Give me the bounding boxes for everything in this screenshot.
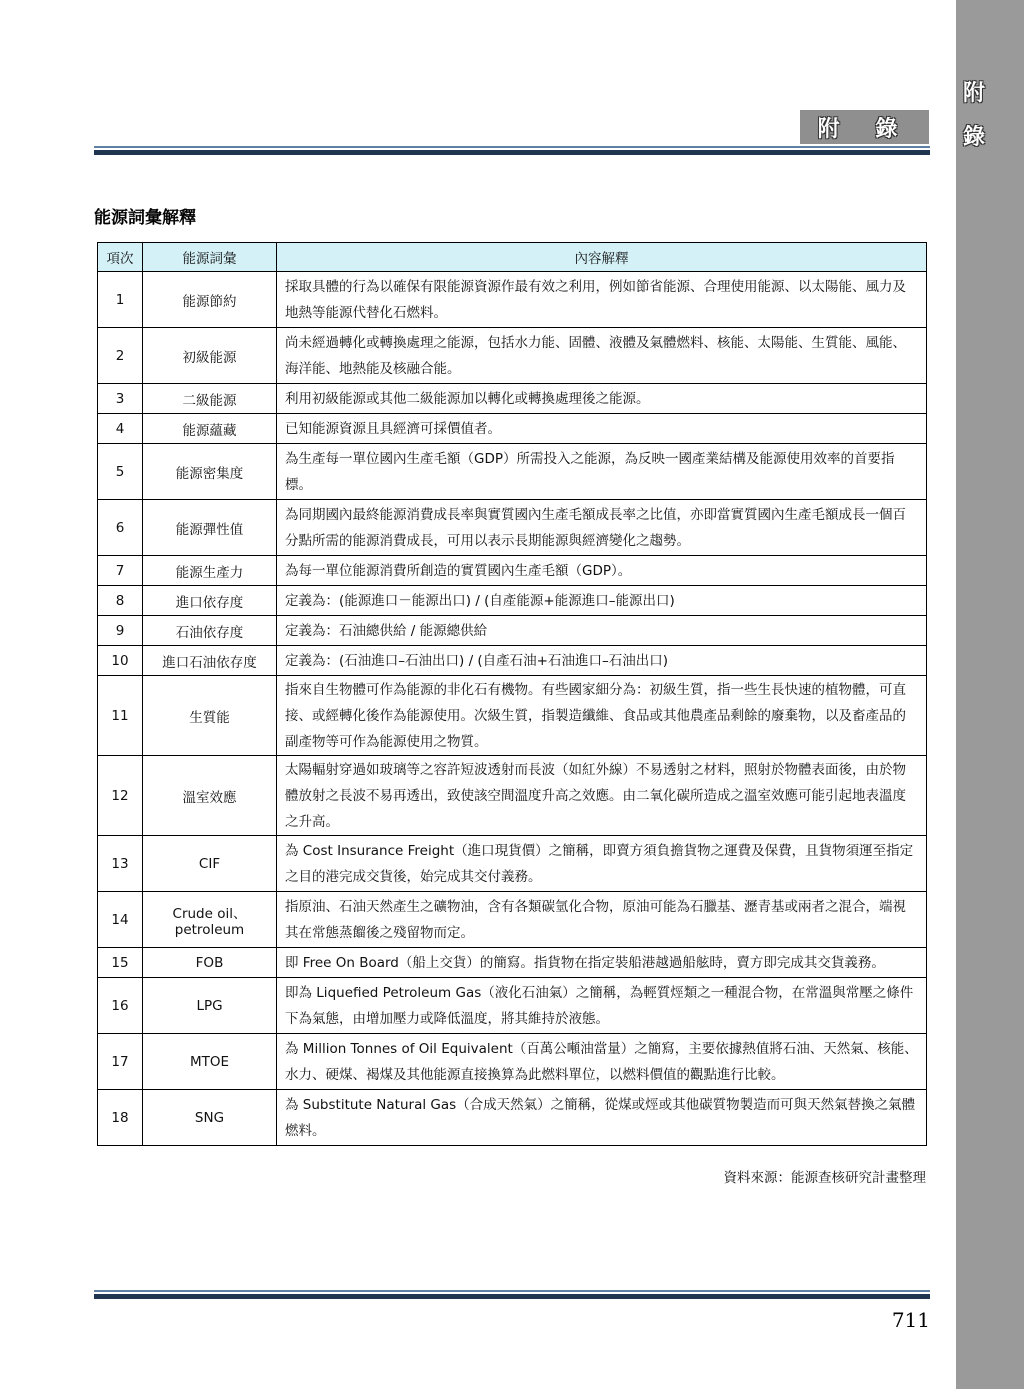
- vocabulary-table: [97, 242, 927, 1146]
- row-number: 11: [98, 676, 143, 756]
- footer-rule: [94, 1290, 930, 1299]
- table-row: [98, 948, 927, 978]
- header-rule: [94, 146, 930, 155]
- definition-cell: 為每一單位能源消費所創造的實質國內生產毛額（GDP）。: [277, 556, 927, 586]
- column-header-no: 項次: [98, 243, 143, 272]
- row-number: 2: [98, 328, 143, 384]
- definition-cell: 尚未經過轉化或轉換處理之能源，包括水力能、固體、液體及氣體燃料、核能、太陽能、生質能、風能、海洋能、地熱能及核融合能。: [277, 328, 927, 384]
- side-tab-char: 附: [962, 81, 985, 106]
- section-header-label: 附 錄: [800, 110, 929, 144]
- table-row: [98, 384, 927, 414]
- row-number: 17: [98, 1034, 143, 1090]
- definition-cell: 太陽輻射穿過如玻璃等之容許短波透射而長波（如紅外線）不易透射之材料，照射於物體表面後，由於物體放射之長波不易再透出，致使該空間溫度升高之效應。由二氧化碳所造成之溫室效應可能引起地表溫度之升高。: [277, 756, 927, 836]
- table-row: [98, 978, 927, 1034]
- definition-cell: 即為 Liquefied Petroleum Gas（液化石油氣）之簡稱，為輕質烴類之一種混合物，在常溫與常壓之條件下為氣態，由增加壓力或降低溫度，將其維持於液態。: [277, 978, 927, 1034]
- definition-cell: 為 Cost Insurance Freight（進口現貨價）之簡稱，即賣方須負擔貨物之運費及保費，且貨物須運至指定之目的港完成交貨後，始完成其交付義務。: [277, 836, 927, 892]
- source-note: 資料來源：能源查核研究計畫整理: [723, 1170, 926, 1186]
- term-cell: CIF: [143, 836, 277, 892]
- term-cell: Crude oil、petroleum: [143, 892, 277, 948]
- definition-cell: 為同期國內最終能源消費成長率與實質國內生產毛額成長率之比值，亦即當實質國內生產毛額成長一個百分點所需的能源消費成長，可用以表示長期能源與經濟變化之趨勢。: [277, 500, 927, 556]
- term-cell: MTOE: [143, 1034, 277, 1090]
- definition-cell: 為 Substitute Natural Gas（合成天然氣）之簡稱，從煤或烴或其他碳質物製造而可與天然氣替換之氣體燃料。: [277, 1090, 927, 1146]
- term-cell: 初級能源: [143, 328, 277, 384]
- definition-cell: 利用初級能源或其他二級能源加以轉化或轉換處理後之能源。: [277, 384, 927, 414]
- table-row: [98, 892, 927, 948]
- term-cell: 能源生產力: [143, 556, 277, 586]
- side-section-tab: [956, 0, 1024, 1389]
- table-row: [98, 1034, 927, 1090]
- definition-cell: 已知能源資源且具經濟可採價值者。: [277, 414, 927, 444]
- side-tab-char: 錄: [962, 125, 985, 150]
- row-number: 18: [98, 1090, 143, 1146]
- term-cell: 能源蘊藏: [143, 414, 277, 444]
- term-cell: 進口石油依存度: [143, 646, 277, 676]
- row-number: 10: [98, 646, 143, 676]
- definition-cell: 為生產每一單位國內生產毛額（GDP）所需投入之能源，為反映一國產業結構及能源使用效率的首要指標。: [277, 444, 927, 500]
- table-row: [98, 676, 927, 756]
- term-cell: 能源密集度: [143, 444, 277, 500]
- table-row: [98, 272, 927, 328]
- definition-cell: 定義為：(石油進口–石油出口) / (自產石油+石油進口–石油出口): [277, 646, 927, 676]
- definition-cell: 採取具體的行為以確保有限能源資源作最有效之利用，例如節省能源、合理使用能源、以太陽能、風力及地熱等能源代替化石燃料。: [277, 272, 927, 328]
- row-number: 15: [98, 948, 143, 978]
- row-number: 6: [98, 500, 143, 556]
- term-cell: 溫室效應: [143, 756, 277, 836]
- table-row: [98, 1090, 927, 1146]
- term-cell: 進口依存度: [143, 586, 277, 616]
- table-row: [98, 616, 927, 646]
- side-tab-label: [960, 72, 988, 160]
- row-number: 1: [98, 272, 143, 328]
- table-row: [98, 756, 927, 836]
- table-row: [98, 836, 927, 892]
- table-row: [98, 586, 927, 616]
- term-cell: 生質能: [143, 676, 277, 756]
- row-number: 3: [98, 384, 143, 414]
- term-cell: 二級能源: [143, 384, 277, 414]
- row-number: 7: [98, 556, 143, 586]
- definition-cell: 為 Million Tonnes of Oil Equivalent（百萬公噸油當量）之簡寫，主要依據熱值將石油、天然氣、核能、水力、硬煤、褐煤及其他能源直接換算為此燃料單位，以燃料價值的觀點進行比較。: [277, 1034, 927, 1090]
- term-cell: LPG: [143, 978, 277, 1034]
- term-cell: 能源彈性值: [143, 500, 277, 556]
- row-number: 5: [98, 444, 143, 500]
- table-row: [98, 444, 927, 500]
- definition-cell: 指來自生物體可作為能源的非化石有機物。有些國家細分為：初級生質，指一些生長快速的植物體，可直接、或經轉化後作為能源使用。次級生質，指製造纖維、食品或其他農產品剩餘的廢棄物，以及畜產品的副產物等可作為能源使用之物質。: [277, 676, 927, 756]
- table-row: [98, 646, 927, 676]
- definition-cell: 定義為：(能源進口－能源出口) / (自產能源+能源進口–能源出口): [277, 586, 927, 616]
- table-row: [98, 500, 927, 556]
- row-number: 8: [98, 586, 143, 616]
- term-cell: FOB: [143, 948, 277, 978]
- row-number: 13: [98, 836, 143, 892]
- term-cell: 石油依存度: [143, 616, 277, 646]
- page-number: 711: [891, 1308, 930, 1332]
- row-number: 14: [98, 892, 143, 948]
- row-number: 16: [98, 978, 143, 1034]
- table-header-row: [98, 243, 927, 272]
- page-title: 能源詞彙解釋: [94, 208, 196, 228]
- row-number: 9: [98, 616, 143, 646]
- term-cell: 能源節約: [143, 272, 277, 328]
- row-number: 12: [98, 756, 143, 836]
- definition-cell: 定義為：石油總供給 / 能源總供給: [277, 616, 927, 646]
- table-row: [98, 328, 927, 384]
- term-cell: SNG: [143, 1090, 277, 1146]
- definition-cell: 指原油、石油天然產生之礦物油，含有各類碳氫化合物，原油可能為石臘基、瀝青基或兩者之混合，端視其在常態蒸餾後之殘留物而定。: [277, 892, 927, 948]
- definition-cell: 即 Free On Board（船上交貨）的簡寫。指貨物在指定裝船港越過船舷時，賣方即完成其交貨義務。: [277, 948, 927, 978]
- row-number: 4: [98, 414, 143, 444]
- table-row: [98, 556, 927, 586]
- column-header-term: 能源詞彙: [143, 243, 277, 272]
- table-row: [98, 414, 927, 444]
- column-header-definition: 內容解釋: [277, 243, 927, 272]
